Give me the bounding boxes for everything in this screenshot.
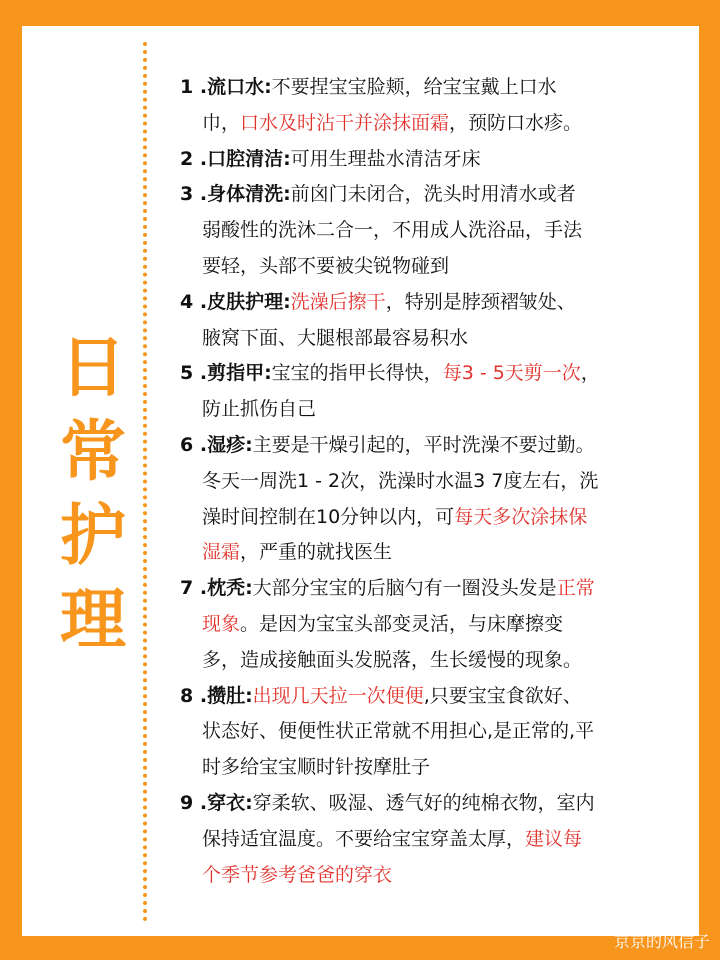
item-number: 9 . [180, 791, 208, 814]
item-number: 2 . [180, 147, 208, 170]
item-number: 5 . [180, 362, 208, 385]
item-line [180, 571, 685, 607]
item-heading: 攒肚: [207, 684, 253, 707]
watermark: 京京的风信子 [613, 932, 710, 951]
title-char: 常 [60, 413, 126, 490]
item-line [180, 249, 685, 285]
item-number: 7 . [180, 577, 208, 600]
item-number: 6 . [180, 433, 208, 456]
highlight-text: 出现几天拉一次便便 [252, 684, 424, 707]
highlight-text: 建议每 [525, 827, 583, 850]
body-text: ，特别是脖颈褶皱处、 [385, 290, 576, 313]
list-item [180, 428, 685, 571]
highlight-text: 口水及时沾干并涂抹面霜 [240, 111, 450, 134]
list-item [180, 70, 685, 142]
item-line [180, 535, 685, 571]
item-line [180, 392, 685, 428]
list-item [180, 356, 685, 428]
item-line [180, 822, 685, 858]
item-line [180, 750, 685, 786]
list-item [180, 679, 685, 786]
list-item [180, 571, 685, 678]
body-text: 冬天一周洗1 - 2次，洗澡时水温3 7度左右，洗 [202, 469, 599, 492]
item-line [180, 70, 685, 106]
item-line [180, 500, 685, 536]
item-line [180, 679, 685, 715]
item-heading: 身体清洗: [207, 183, 291, 206]
body-text: 腋窝下面、大腿根部最容易积水 [202, 326, 469, 349]
body-text: ，预防口水疹。 [449, 111, 583, 134]
item-heading: 穿衣: [207, 791, 253, 814]
item-line [180, 714, 685, 750]
content-card [22, 26, 699, 936]
body-text: 。是因为宝宝头部变灵活，与床摩擦变 [240, 612, 564, 635]
item-line [180, 607, 685, 643]
title-char: 理 [60, 581, 126, 658]
body-text: 大部分宝宝的后脑勺有一圈没头发是 [252, 577, 557, 600]
body-text: 可用生理盐水清洁牙床 [290, 147, 481, 170]
item-line [180, 858, 685, 894]
item-line [180, 142, 685, 178]
body-text: ，严重的就找医生 [240, 541, 393, 564]
item-heading: 流口水: [207, 76, 272, 98]
item-line [180, 428, 685, 464]
item-heading: 皮肤护理: [207, 290, 291, 313]
highlight-text: 每天多次涂抹保 [454, 505, 588, 528]
body-text: 状态好、便便性状正常就不用担心,是正常的,平 [202, 720, 595, 743]
list-item [180, 142, 685, 178]
body-text: 防止抓伤自己 [202, 398, 317, 421]
item-heading: 枕秃: [207, 577, 253, 600]
body-text: 主要是干燥引起的，平时洗澡不要过勤。 [252, 433, 595, 456]
item-number: 8 . [180, 684, 208, 707]
item-heading: 剪指甲: [207, 362, 272, 385]
item-line [180, 177, 685, 213]
item-heading: 口腔清洁: [207, 147, 291, 170]
list-item [180, 177, 685, 284]
item-number: 3 . [180, 183, 208, 206]
item-line [180, 106, 685, 142]
highlight-text: 洗澡后擦干 [290, 290, 386, 313]
item-number: 1 . [180, 76, 208, 98]
body-text: 弱酸性的洗沐二合一，不用成人洗浴品，手法 [202, 219, 583, 242]
body-text: 前囟门未闭合，洗头时用清水或者 [290, 183, 576, 206]
care-tips-list [180, 70, 685, 893]
body-text: 多，造成接触面头发脱落，生长缓慢的现象。 [202, 648, 583, 671]
highlight-text: 现象 [202, 612, 241, 635]
item-line [180, 643, 685, 679]
list-item [180, 285, 685, 357]
highlight-text: 个季节参考爸爸的穿衣 [202, 863, 393, 886]
body-text: 要轻，头部不要被尖锐物碰到 [202, 254, 450, 277]
item-line [180, 213, 685, 249]
item-line [180, 285, 685, 321]
body-text: 宝宝的指甲长得快， [271, 362, 443, 385]
body-text: 穿柔软、吸湿、透气好的纯棉衣物，室内 [252, 791, 595, 814]
item-line [180, 356, 685, 392]
body-text: 澡时间控制在10分钟以内，可 [202, 505, 455, 528]
dotted-divider [143, 42, 147, 922]
item-line [180, 321, 685, 357]
item-line [180, 464, 685, 500]
item-number: 4 . [180, 290, 208, 313]
body-text: 时多给宝宝顺时针按摩肚子 [202, 756, 431, 779]
body-text: 保持适宜温度。不要给宝宝穿盖太厚， [202, 827, 526, 850]
body-text: ,只要宝宝食欲好、 [423, 684, 582, 707]
title-char: 日 [60, 329, 126, 406]
highlight-text: 湿霜 [202, 541, 241, 564]
highlight-text: 每3 - 5天剪一次 [442, 362, 581, 385]
title-char: 护 [60, 497, 126, 574]
highlight-text: 正常 [556, 577, 595, 600]
vertical-title [48, 326, 138, 662]
body-text: 巾， [202, 111, 241, 134]
list-item [180, 786, 685, 893]
body-text: 不要捏宝宝脸颊，给宝宝戴上口水 [271, 76, 557, 98]
item-line [180, 786, 685, 822]
body-text: ， [580, 362, 600, 385]
item-heading: 湿疹: [207, 433, 253, 456]
